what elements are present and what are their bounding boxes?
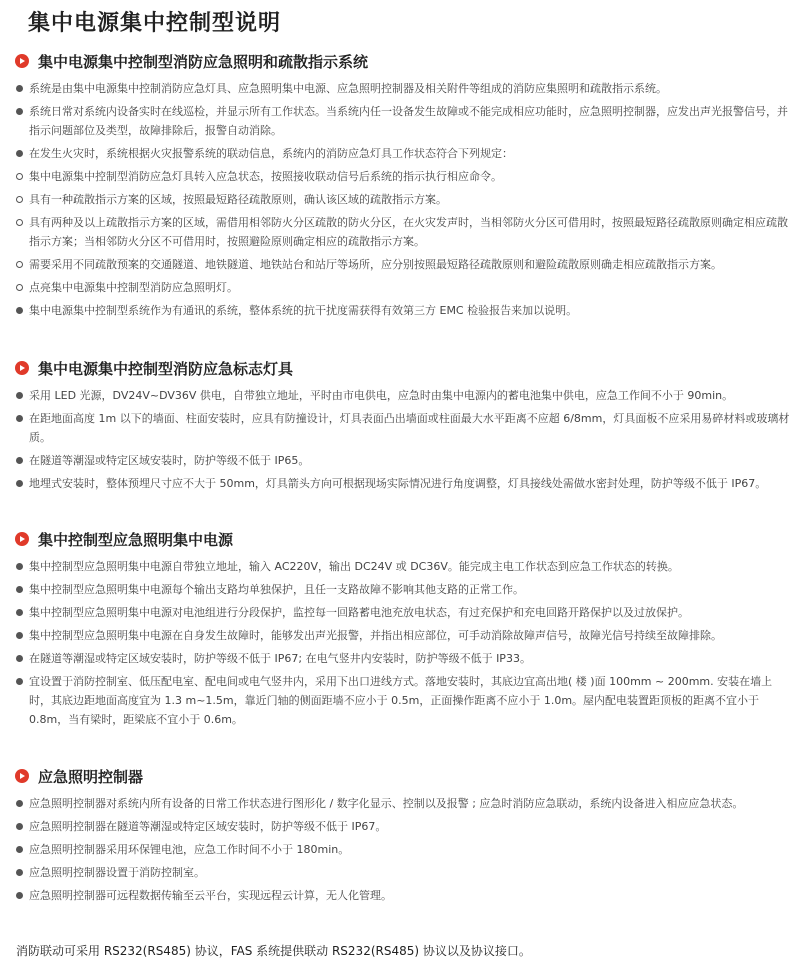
list-item-text: 集中电源集中控制型消防应急灯具转入应急状态，按照接收联动信号后系统的指示执行相应命令。: [29, 170, 502, 183]
list-item-text: 在发生火灾时，系统根据火灾报警系统的联动信息，系统内的消防应急灯具工作状态符合下列规定：: [29, 147, 513, 160]
list-item-text: 集中控制型应急照明集中电源对电池组进行分段保护，监控每一回路蓄电池充放电状态，有过充保护和充电回路开路保护以及过放保护。: [29, 606, 689, 619]
filled-bullet-icon: [16, 846, 23, 853]
page-title: 集中电源集中控制型说明: [28, 11, 282, 36]
filled-bullet-icon: [16, 800, 23, 807]
list-item-text: 集中控制型应急照明集中电源自带独立地址，输入 AC220V，输出 DC24V 或 DC36V。能完成主电工作状态到应急工作状态的转换。: [29, 560, 679, 573]
list-item-text: 集中控制型应急照明集中电源在自身发生故障时，能够发出声光报警，并指出相应部位，可手动消除故障声信号，故障光信号持续至故障排除。: [29, 629, 722, 642]
list-item: [0, 580, 800, 599]
section-title: 集中电源集中控制型消防应急照明和疏散指示系统: [38, 53, 369, 71]
list-item: [0, 603, 800, 622]
filled-bullet-icon: [16, 869, 23, 876]
section-item-list: [0, 79, 800, 320]
list-item-text: 宜设置于消防控制室、低压配电室、配电间或电气竖井内，采用下出口进线方式。落地安装时，其底边宜高出地( 楼 )面 100mm ~ 200mm. 安装在墙上时，其底边距地面高度宜为 1.3 m~1.5m，靠近门轴的侧面距墙不应小于 0.5m，正面操作距离不应小于 1.0m。屋内配电装置距顶板的距离不宜小于 0.8m，当有梁时，距梁底不宜小于 0.6m。: [29, 675, 773, 726]
section-item-list: [0, 557, 800, 729]
hollow-bullet-icon: [16, 261, 23, 268]
section-header: [0, 528, 800, 552]
list-item: [0, 451, 800, 470]
play-circle-icon: [15, 54, 29, 68]
filled-bullet-icon: [16, 415, 23, 422]
list-item-text: 应急照明控制器对系统内所有设备的日常工作状态进行图形化 / 数字化显示、控制以及报警 ; 应急时消防应急联动，系统内设备进入相应应急状态。: [29, 797, 744, 810]
filled-bullet-icon: [16, 823, 23, 830]
filled-bullet-icon: [16, 457, 23, 464]
play-circle-icon: [15, 361, 29, 375]
list-item-text: 地埋式安装时，整体预埋尺寸应不大于 50mm，灯具箭头方向可根据现场实际情况进行角度调整，灯具接线处需做水密封处理，防护等级不低于 IP67。: [29, 477, 767, 490]
filled-bullet-icon: [16, 480, 23, 487]
list-item-text: 在距地面高度 1m 以下的墙面、柱面安装时，应具有防撞设计，灯具表面凸出墙面或柱面最大水平距离不应超 6/8mm，灯具面板不应采用易碎材料或玻璃材质。: [29, 412, 790, 444]
filled-bullet-icon: [16, 392, 23, 399]
section-header: [0, 357, 800, 381]
play-circle-icon: [15, 769, 29, 783]
list-item: [0, 190, 800, 209]
hollow-bullet-icon: [16, 284, 23, 291]
filled-bullet-icon: [16, 655, 23, 662]
play-circle-icon: [15, 532, 29, 546]
section-title: 集中控制型应急照明集中电源: [38, 531, 234, 549]
filled-bullet-icon: [16, 632, 23, 639]
filled-bullet-icon: [16, 108, 23, 115]
list-item: [0, 794, 800, 813]
list-item-text: 系统是由集中电源集中控制消防应急灯具、应急照明集中电源、应急照明控制器及相关附件等组成的消防应集照明和疏散指示系统。: [29, 82, 667, 95]
section-header: [0, 765, 800, 789]
list-item: [0, 817, 800, 836]
section-power-supply: [0, 528, 800, 733]
filled-bullet-icon: [16, 892, 23, 899]
list-item-text: 应急照明控制器采用环保锂电池，应急工作时间不小于 180min。: [29, 843, 350, 856]
list-item-text: 在隧道等潮湿或特定区域安装时，防护等级不低于 IP65。: [29, 454, 310, 467]
list-item-text: 应急照明控制器可远程数据传输至云平台，实现远程云计算，无人化管理。: [29, 889, 392, 902]
list-item: [0, 840, 800, 859]
list-item-text: 在隧道等潮湿或特定区域安装时，防护等级不低于 IP67; 在电气竖井内安装时，防护等级不低于 IP33。: [29, 652, 531, 665]
list-item-text: 点亮集中电源集中控制型消防应急照明灯。: [29, 281, 238, 294]
list-item-text: 应急照明控制器设置于消防控制室。: [29, 866, 205, 879]
section-item-list: [0, 386, 800, 493]
list-item-text: 集中控制型应急照明集中电源每个输出支路均单独保护，且任一支路故障不影响其他支路的正常工作。: [29, 583, 524, 596]
list-item: [0, 301, 800, 320]
filled-bullet-icon: [16, 150, 23, 157]
hollow-bullet-icon: [16, 173, 23, 180]
filled-bullet-icon: [16, 678, 23, 685]
section-title: 集中电源集中控制型消防应急标志灯具: [38, 360, 294, 378]
list-item-text: 应急照明控制器在隧道等潮湿或特定区域安装时，防护等级不低于 IP67。: [29, 820, 387, 833]
section-controller: [0, 765, 800, 909]
footer-note: 消防联动可采用 RS232(RS485) 协议，FAS 系统提供联动 RS232(RS485) 协议以及协议接口。: [16, 944, 531, 958]
list-item: [0, 626, 800, 645]
list-item: [0, 278, 800, 297]
list-item: [0, 409, 800, 447]
filled-bullet-icon: [16, 563, 23, 570]
list-item: [0, 557, 800, 576]
list-item-text: 系统日常对系统内设备实时在线巡检，并显示所有工作状态。当系统内任一设备发生故障或不能完成相应功能时，应急照明控制器，应发出声光报警信号，并指示问题部位及类型，故障排除后，报警自动消除。: [29, 105, 788, 137]
filled-bullet-icon: [16, 307, 23, 314]
section-header: [0, 50, 800, 74]
list-item: [0, 474, 800, 493]
list-item: [0, 649, 800, 668]
list-item: [0, 102, 800, 140]
list-item: [0, 167, 800, 186]
hollow-bullet-icon: [16, 219, 23, 226]
list-item-text: 具有一种疏散指示方案的区域，按照最短路径疏散原则，确认该区域的疏散指示方案。: [29, 193, 447, 206]
list-item: [0, 672, 800, 729]
list-item-text: 具有两种及以上疏散指示方案的区域，需借用相邻防火分区疏散的防火分区，在火灾发声时，当相邻防火分区可借用时，按照最短路径疏散原则确定相应疏散指示方案；当相邻防火分区不可借用时，按照避险原则确定相应的疏散指示方案。: [29, 216, 788, 248]
list-item: [0, 386, 800, 405]
list-item-text: 需要采用不同疏散预案的交通隧道、地铁隧道、地铁站台和站厅等场所，应分别按照最短路径疏散原则和避险疏散原则确走相应疏散指示方案。: [29, 258, 722, 271]
filled-bullet-icon: [16, 609, 23, 616]
filled-bullet-icon: [16, 85, 23, 92]
hollow-bullet-icon: [16, 196, 23, 203]
section-title: 应急照明控制器: [38, 768, 144, 786]
list-item: [0, 144, 800, 163]
list-item: [0, 213, 800, 251]
section-system: [0, 50, 800, 324]
list-item: [0, 255, 800, 274]
section-item-list: [0, 794, 800, 905]
section-sign-lamps: [0, 357, 800, 497]
filled-bullet-icon: [16, 586, 23, 593]
list-item: [0, 886, 800, 905]
list-item-text: 集中电源集中控制型系统作为有通讯的系统，整体系统的抗干扰度需获得有效第三方 EMC 检验报告来加以说明。: [29, 304, 578, 317]
list-item: [0, 863, 800, 882]
list-item: [0, 79, 800, 98]
list-item-text: 采用 LED 光源，DV24V~DV36V 供电，自带独立地址，平时由市电供电，应急时由集中电源内的蓄电池集中供电，应急工作间不小于 90min。: [29, 389, 734, 402]
